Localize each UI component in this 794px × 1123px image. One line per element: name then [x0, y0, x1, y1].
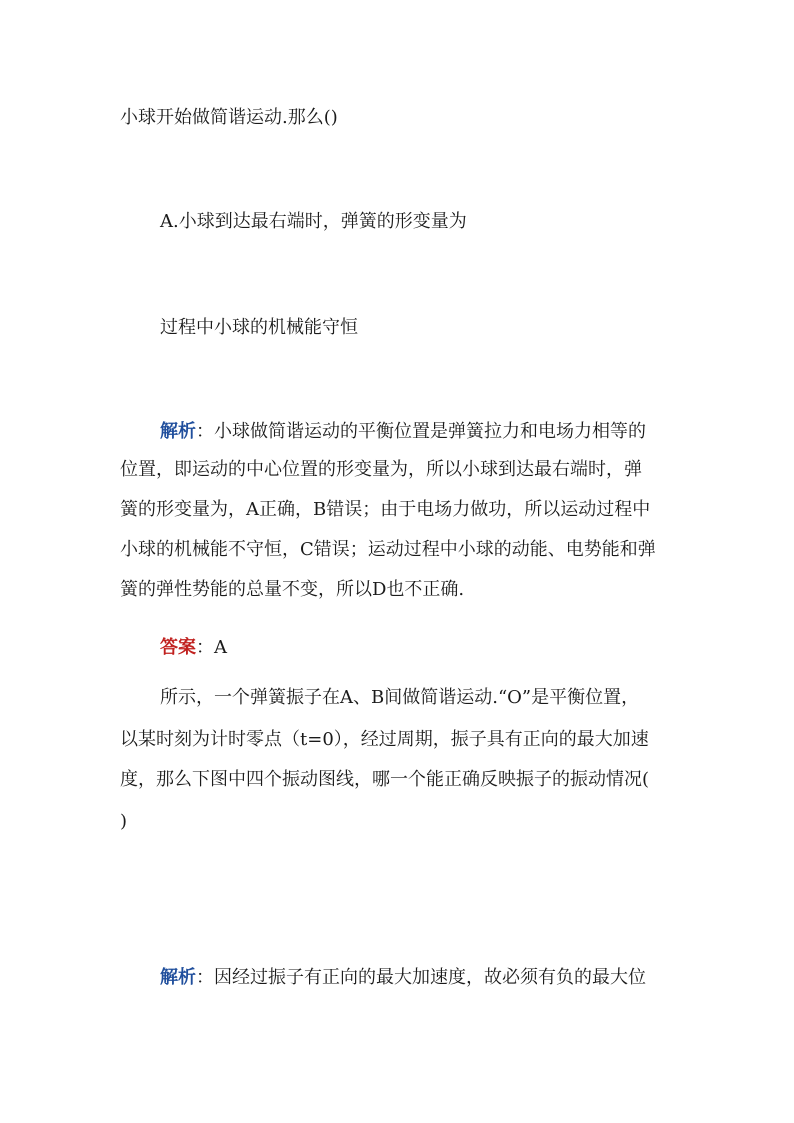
analysis-colon: ：: [196, 967, 214, 988]
analysis-paragraph-line: [160, 966, 646, 990]
analysis-paragraph-line: 位置，即运动的中心位置的形变量为，所以小球到达最右端时，弹: [120, 459, 642, 480]
analysis-label: 解析: [160, 421, 196, 442]
option-c-fragment: 过程中小球的机械能守恒: [160, 317, 358, 338]
question-paragraph-line: ): [120, 811, 128, 832]
analysis-paragraph-line: 簧的弹性势能的总量不变，所以D也不正确.: [120, 579, 465, 600]
answer-colon: ：: [196, 637, 214, 658]
answer-line: [160, 636, 227, 660]
analysis-text: 小球做简谐运动的平衡位置是弹簧拉力和电场力相等的: [214, 421, 646, 442]
answer-label: 答案: [160, 637, 196, 658]
analysis-paragraph-line: [160, 420, 646, 444]
answer-value: A: [214, 637, 227, 658]
analysis-colon: ：: [196, 421, 214, 442]
option-a: A.小球到达最右端时，弹簧的形变量为: [160, 211, 467, 232]
question-paragraph-line: 度，那么下图中四个振动图线，哪一个能正确反映振子的振动情况(: [120, 769, 650, 790]
question-paragraph-line: 所示，一个弹簧振子在A、B间做简谐运动.“O”是平衡位置，: [160, 687, 640, 708]
question-paragraph-line: 以某时刻为计时零点（t=0），经过周期，振子具有正向的最大加速: [120, 729, 649, 750]
analysis-paragraph-line: 小球的机械能不守恒，C错误；运动过程中小球的动能、电势能和弹: [120, 539, 656, 560]
analysis-text: 因经过振子有正向的最大加速度，故必须有负的最大位: [214, 967, 646, 988]
analysis-label: 解析: [160, 967, 196, 988]
question-stem-tail: 小球开始做简谐运动.那么(): [120, 107, 338, 128]
analysis-paragraph-line: 簧的形变量为，A正确，B错误；由于电场力做功，所以运动过程中: [120, 499, 651, 520]
